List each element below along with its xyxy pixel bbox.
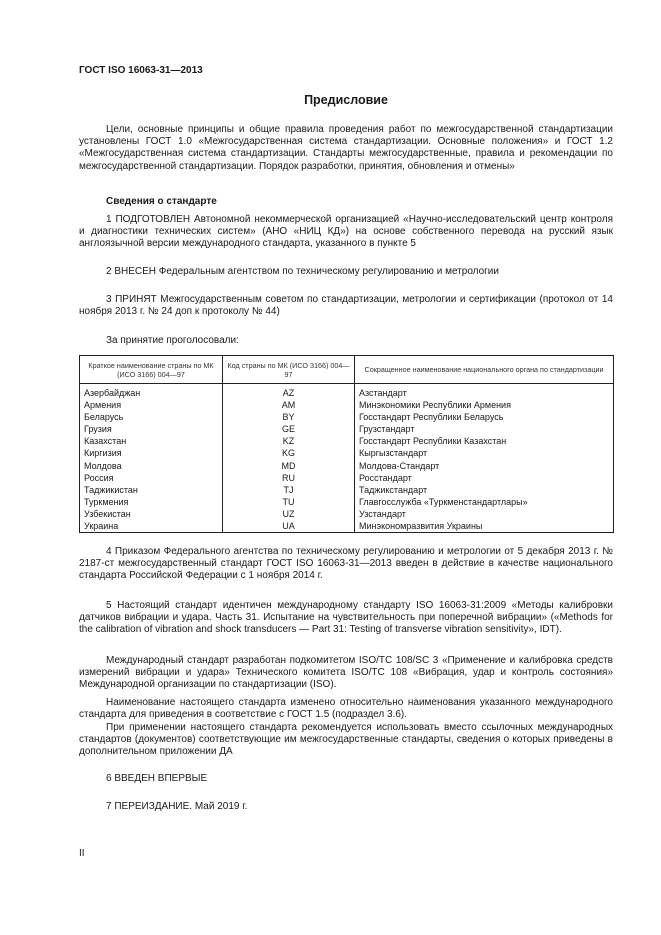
country-name-cell: Беларусь (80, 411, 223, 423)
item-5-paragraph: 5 Настоящий стандарт идентичен международному стандарту ISO 16063-31:2009 «Методы калибровки датчиков вибрации и удара. Часть 31. Испытание на чувствительность при поперечной вибрации» («Methods for the calibration of vibration and shock transducers — Part 31: Testing of transverse vibration sensitivity», IDT). (79, 600, 613, 636)
item-5-references-paragraph: При применении настоящего стандарта рекомендуется использовать вместо ссылочных международных стандартов (документов) соответствующие им межгосударственные стандарты, сведения о которых приведены в дополнительном приложении ДА (79, 722, 613, 758)
column-header-body: Сокращенное наименование национального органа по стандартизации (355, 356, 614, 384)
item-5-development-paragraph: Международный стандарт разработан подкомитетом ISO/TC 108/SC 3 «Применение и калибровка средств измерений вибрации и удара» Технического комитета ISO/TC 108 «Вибрация, удар и контроль состояния» Международной организации по стандартизации (ISO). (79, 655, 613, 691)
member-states-table (79, 355, 614, 533)
standards-body-cell: Грузстандарт (355, 423, 614, 435)
country-code-cell: TU (223, 496, 355, 508)
running-header: ГОСТ ISO 16063-31—2013 (79, 65, 203, 76)
country-name-cell: Таджикистан (80, 484, 223, 496)
country-name-cell: Узбекистан (80, 508, 223, 520)
country-name-cell: Россия (80, 472, 223, 484)
standards-body-cell: Минэкономразвития Украины (355, 520, 614, 533)
country-name-cell: Украина (80, 520, 223, 533)
column-header-code: Код страны по МК (ИСО 3166) 004—97 (223, 356, 355, 384)
country-code-cell: TJ (223, 484, 355, 496)
standards-body-cell: Азстандарт (355, 384, 614, 400)
country-code-cell: UZ (223, 508, 355, 520)
country-code-cell: MD (223, 460, 355, 472)
standards-body-cell: Таджикстандарт (355, 484, 614, 496)
table-row (80, 435, 614, 447)
column-header-country: Краткое наименование страны по МК (ИСО 3166) 004—97 (80, 356, 223, 384)
table-row (80, 472, 614, 484)
intro-paragraph: Цели, основные принципы и общие правила проведения работ по межгосударственной стандартизации установлены ГОСТ 1.0 «Межгосударственная система стандартизации. Основные положения» и ГОСТ 1.2 «Межгосударственная система стандартизации. Стандарты межгосударственные, правила и рекомендации по межгосударственной стандартизации. Порядок разработки, принятия, обновления и отмены» (79, 124, 613, 172)
item-7-paragraph: 7 ПЕРЕИЗДАНИЕ. Май 2019 г. (106, 801, 248, 812)
table-row (80, 447, 614, 459)
table-row (80, 411, 614, 423)
standards-body-cell: Молдова-Стандарт (355, 460, 614, 472)
standards-body-cell: Госстандарт Республики Беларусь (355, 411, 614, 423)
item-3-paragraph: 3 ПРИНЯТ Межгосударственным советом по стандартизации, метрологии и сертификации (протокол от 14 ноября 2013 г. № 24 доп к протоколу № 44) (79, 294, 613, 318)
item-4-paragraph: 4 Приказом Федерального агентства по техническому регулированию и метрологии от 5 декабря 2013 г. № 2187-ст межгосударственный стандарт ГОСТ ISO 16063-31—2013 введен в действие в качестве национального стандарта Российской Федерации с 1 ноября 2014 г. (79, 546, 613, 582)
voted-caption: За принятие проголосовали: (106, 335, 239, 346)
country-name-cell: Киргизия (80, 447, 223, 459)
country-name-cell: Туркмения (80, 496, 223, 508)
standards-body-cell: Госстандарт Республики Казахстан (355, 435, 614, 447)
item-5-name-change-paragraph: Наименование настоящего стандарта изменено относительно наименования указанного международного стандарта для приведения в соответствие с ГОСТ 1.5 (подраздел 3.6). (79, 697, 613, 721)
table-row (80, 484, 614, 496)
page-number: II (79, 848, 85, 859)
standards-body-cell: Главгосслужба «Туркменстандартлары» (355, 496, 614, 508)
table-row (80, 399, 614, 411)
country-code-cell: AZ (223, 384, 355, 400)
country-name-cell: Казахстан (80, 435, 223, 447)
country-code-cell: RU (223, 472, 355, 484)
country-code-cell: KG (223, 447, 355, 459)
country-name-cell: Грузия (80, 423, 223, 435)
table-row (80, 520, 614, 533)
country-name-cell: Армения (80, 399, 223, 411)
table-row (80, 496, 614, 508)
country-code-cell: KZ (223, 435, 355, 447)
standards-body-cell: Росстандарт (355, 472, 614, 484)
table-header-row (80, 356, 614, 384)
section-heading: Сведения о стандарте (106, 196, 217, 207)
country-code-cell: UA (223, 520, 355, 533)
table-row (80, 423, 614, 435)
country-name-cell: Молдова (80, 460, 223, 472)
standards-body-cell: Минэкономики Республики Армения (355, 399, 614, 411)
standards-body-cell: Кыргызстандарт (355, 447, 614, 459)
standards-body-cell: Узстандарт (355, 508, 614, 520)
item-6-paragraph: 6 ВВЕДЕН ВПЕРВЫЕ (106, 773, 208, 784)
page-title: Предисловие (304, 93, 388, 107)
item-1-paragraph: 1 ПОДГОТОВЛЕН Автономной некоммерческой организацией «Научно-исследовательский центр контроля и диагностики технических систем» (АНО «НИЦ КД») на основе собственного перевода на русский язык англоязычной версии международного стандарта, указанного в пункте 5 (79, 214, 613, 250)
country-code-cell: BY (223, 411, 355, 423)
country-code-cell: GE (223, 423, 355, 435)
country-code-cell: AM (223, 399, 355, 411)
table-row (80, 460, 614, 472)
table-row (80, 384, 614, 400)
item-2-paragraph: 2 ВНЕСЕН Федеральным агентством по техническому регулированию и метрологии (106, 266, 499, 277)
table-row (80, 508, 614, 520)
country-name-cell: Азербайджан (80, 384, 223, 400)
